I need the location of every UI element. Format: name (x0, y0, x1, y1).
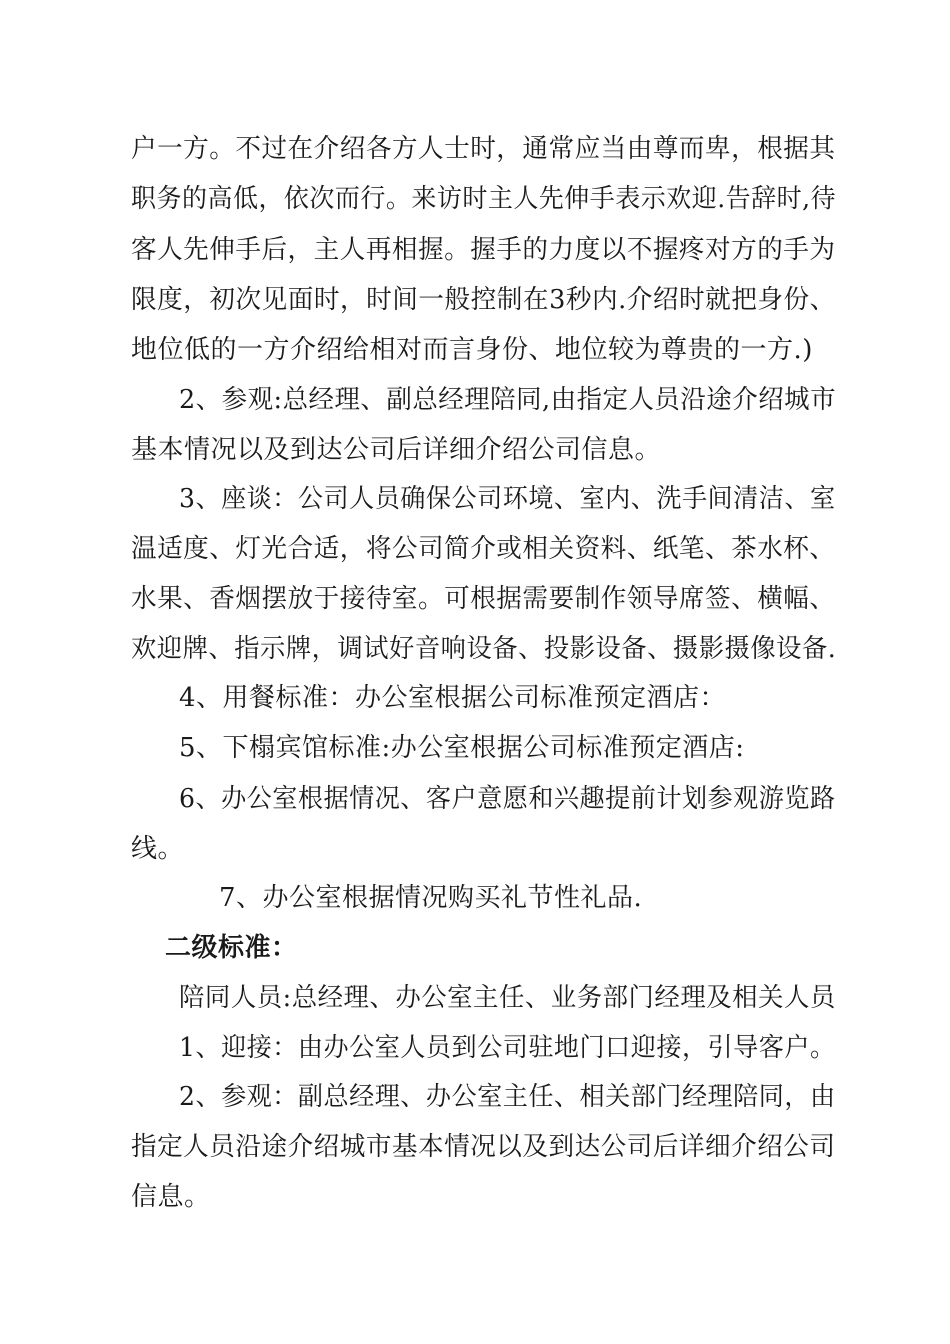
item3-line-2: 温适度、灯光合适，将公司简介或相关资料、纸笔、茶水杯、 (131, 534, 836, 564)
level2-item2-line-3: 信息。 (131, 1182, 211, 1212)
level2-staff: 陪同人员:总经理、办公室主任、业务部门经理及相关人员 (179, 983, 836, 1013)
item6-line-1: 6、办公室根据情况、客户意愿和兴趣提前计划参观游览路 (179, 784, 836, 814)
item6-line-2: 线。 (131, 834, 185, 864)
item3-line-1: 3、座谈：公司人员确保公司环境、室内、洗手间清洁、室 (179, 484, 836, 514)
intro-line-2: 职务的高低，依次而行。来访时主人先伸手表示欢迎.告辞时,待 (131, 184, 837, 214)
item3-line-4: 欢迎牌、指示牌，调试好音响设备、投影设备、摄影摄像设备. (131, 634, 837, 664)
item2-line-2: 基本情况以及到达公司后详细介绍公司信息。 (131, 435, 662, 465)
intro-line-1: 户一方。不过在介绍各方人士时，通常应当由尊而卑，根据其 (131, 134, 836, 164)
item3-line-3: 水果、香烟摆放于接待室。可根据需要制作领导席签、横幅、 (131, 584, 836, 614)
intro-line-3: 客人先伸手后，主人再相握。握手的力度以不握疼对方的手为 (131, 235, 836, 265)
intro-line-5: 地位低的一方介绍给相对而言身份、地位较为尊贵的一方.) (131, 335, 813, 365)
level2-heading: 二级标准： (165, 933, 298, 963)
item7-line: 7、办公室根据情况购买礼节性礼品. (219, 883, 643, 913)
item2-line-1: 2、参观:总经理、副总经理陪同,由指定人员沿途介绍城市 (179, 385, 837, 415)
item5-line: 5、下榻宾馆标准:办公室根据公司标准预定酒店: (179, 733, 745, 763)
level2-item2-line-1: 2、参观：副总经理、办公室主任、相关部门经理陪同，由 (179, 1082, 836, 1112)
intro-line-4: 限度，初次见面时，时间一般控制在3秒内.介绍时就把身份、 (131, 285, 836, 315)
item4-line: 4、用餐标准：办公室根据公司标准预定酒店： (179, 683, 727, 713)
level2-item2-line-2: 指定人员沿途介绍城市基本情况以及到达公司后详细介绍公司 (131, 1132, 836, 1162)
level2-item1: 1、迎接：由办公室人员到公司驻地门口迎接，引导客户。 (179, 1033, 836, 1063)
